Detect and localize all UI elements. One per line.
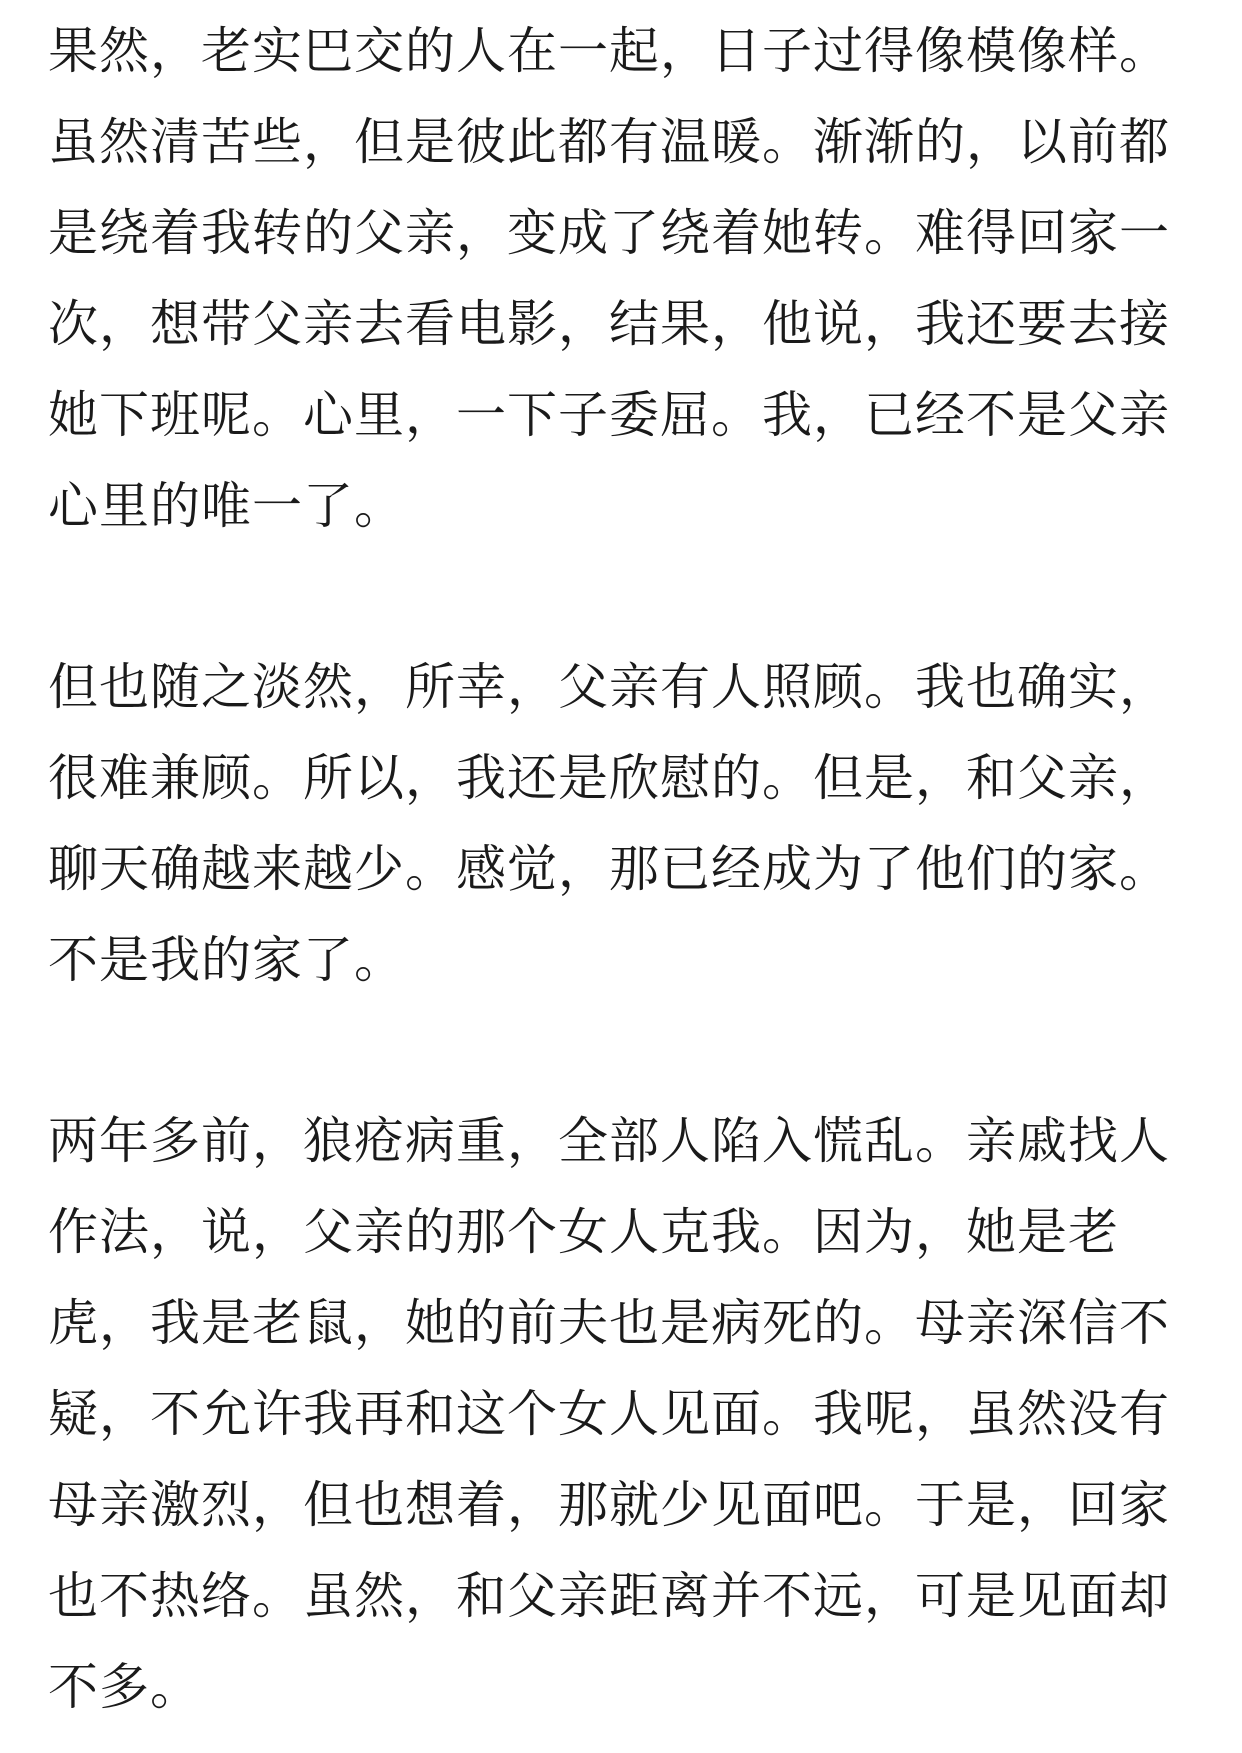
paragraph-2 — [48, 642, 1208, 1006]
text-line: 不多。 — [48, 1658, 201, 1716]
article-body — [48, 6, 1208, 1733]
text-line: 作法，说，父亲的那个女人克我。因为，她是老 — [48, 1203, 1119, 1261]
paragraph-spacer — [48, 1006, 1208, 1096]
text-line: 虎，我是老鼠，她的前夫也是病死的。母亲深信不 — [48, 1294, 1170, 1352]
text-line: 不是我的家了。 — [48, 931, 405, 989]
text-line: 她下班呢。心里，一下子委屈。我，已经不是父亲 — [48, 386, 1170, 444]
text-line: 很难兼顾。所以，我还是欣慰的。但是，和父亲， — [48, 749, 1170, 807]
text-line: 是绕着我转的父亲，变成了绕着她转。难得回家一 — [48, 204, 1170, 262]
paragraph-1 — [48, 6, 1208, 552]
text-line: 两年多前，狼疮病重，全部人陷入慌乱。亲戚找人 — [48, 1112, 1170, 1170]
text-line: 果然，老实巴交的人在一起，日子过得像模像样。 — [48, 22, 1170, 80]
text-line: 心里的唯一了。 — [48, 477, 405, 535]
text-line: 但也随之淡然，所幸，父亲有人照顾。我也确实， — [48, 658, 1170, 716]
text-line: 聊天确越来越少。感觉，那已经成为了他们的家。 — [48, 840, 1170, 898]
text-line: 也不热络。虽然，和父亲距离并不远，可是见面却 — [48, 1567, 1170, 1625]
text-line: 母亲激烈，但也想着，那就少见面吧。于是，回家 — [48, 1476, 1170, 1534]
paragraph-3 — [48, 1096, 1208, 1733]
text-line: 次，想带父亲去看电影，结果，他说，我还要去接 — [48, 295, 1170, 353]
paragraph-spacer — [48, 552, 1208, 642]
text-line: 疑，不允许我再和这个女人见面。我呢，虽然没有 — [48, 1385, 1170, 1443]
text-line: 虽然清苦些，但是彼此都有温暖。渐渐的，以前都 — [48, 113, 1170, 171]
